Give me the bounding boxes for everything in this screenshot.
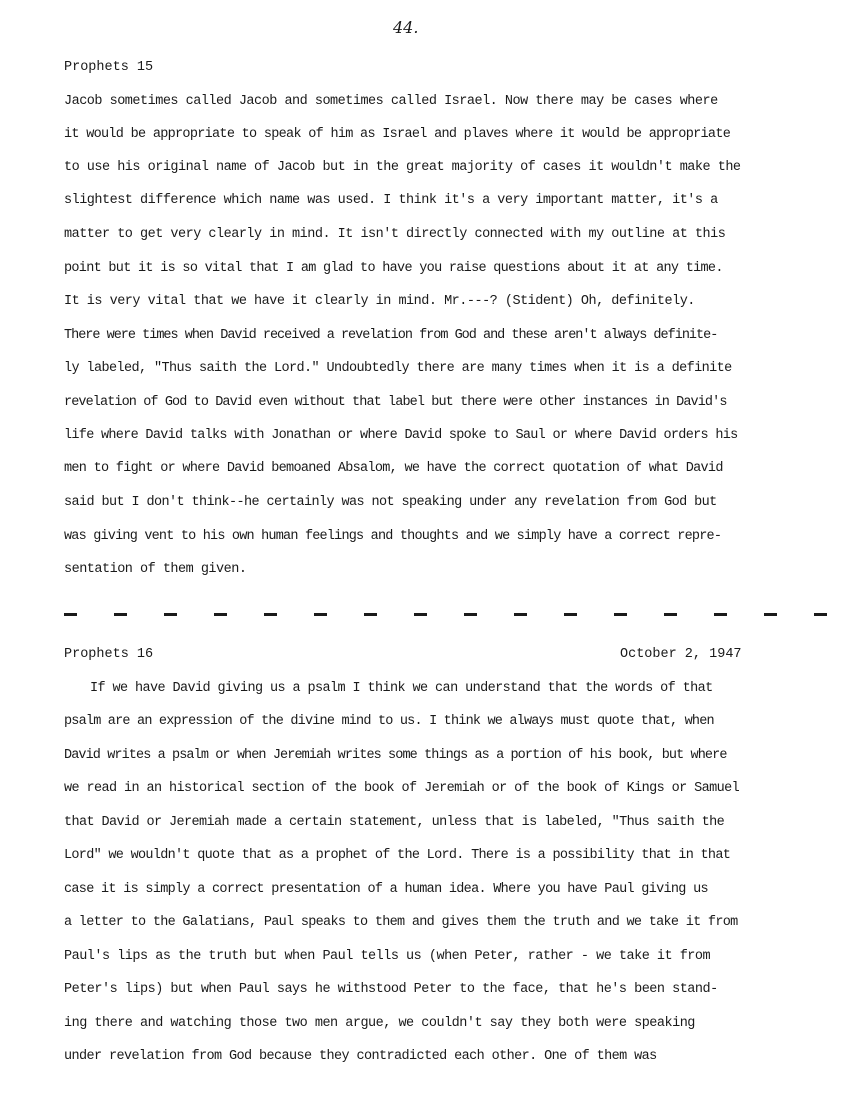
section-heading-prophets-15: Prophets 15 — [64, 60, 154, 75]
text-line: revelation of God to David even without that label but there were other instances in David's — [64, 395, 727, 410]
text-line: men to fight or where David bemoaned Absalom, we have the correct quotation of what David — [64, 461, 723, 476]
text-line: ing there and watching those two men argue, we couldn't say they both were speaking — [64, 1016, 695, 1031]
text-line: case it is simply a correct presentation of a human idea. Where you have Paul giving us — [64, 882, 708, 897]
text-line: David writes a psalm or when Jeremiah writes some things as a portion of his book, but where — [64, 748, 727, 763]
text-line: Peter's lips) but when Paul says he withstood Peter to the face, that he's been stand- — [64, 982, 718, 997]
text-line: It is very vital that we have it clearly in mind. Mr.---? (Stident) Oh, definitely. — [64, 294, 695, 309]
page-number: 44. — [393, 18, 419, 37]
text-line: matter to get very clearly in mind. It isn't directly connected with my outline at this — [64, 227, 726, 242]
text-line: Jacob sometimes called Jacob and sometimes called Israel. Now there may be cases where — [64, 94, 718, 109]
text-line: under revelation from God because they contradicted each other. One of them was — [64, 1049, 657, 1064]
text-line: that David or Jeremiah made a certain statement, unless that is labeled, "Thus saith the — [64, 815, 725, 830]
text-line: life where David talks with Jonathan or where David spoke to Saul or where David orders his — [64, 428, 738, 443]
text-line: point but it is so vital that I am glad to have you raise questions about it at any time. — [64, 261, 723, 276]
text-line: Paul's lips as the truth but when Paul tells us (when Peter, rather - we take it from — [64, 949, 711, 964]
text-line: we read in an historical section of the book of Jeremiah or of the book of Kings or Samuel — [64, 781, 740, 796]
section-heading-prophets-16: Prophets 16 — [64, 647, 154, 662]
text-line: psalm are an expression of the divine mind to us. I think we always must quote that, when — [64, 714, 714, 729]
text-line: If we have David giving us a psalm I think we can understand that the words of that — [90, 681, 713, 696]
text-line: sentation of them given. — [64, 562, 247, 577]
text-line: a letter to the Galatians, Paul speaks to them and gives them the truth and we take it from — [64, 915, 738, 930]
text-line: said but I don't think--he certainly was not speaking under any revelation from God but — [64, 495, 717, 510]
text-line: slightest difference which name was used. I think it's a very important matter, it's a — [64, 193, 718, 208]
text-line: Lord" we wouldn't quote that as a prophet of the Lord. There is a possibility that in that — [64, 848, 731, 863]
text-line: was giving vent to his own human feelings and thoughts and we simply have a correct repre- — [64, 529, 722, 544]
text-line: to use his original name of Jacob but in the great majority of cases it wouldn't make the — [64, 160, 741, 175]
text-line: it would be appropriate to speak of him as Israel and plaves where it would be appropriate — [64, 127, 731, 142]
section-date: October 2, 1947 — [620, 647, 742, 662]
text-line: ly labeled, "Thus saith the Lord." Undoubtedly there are many times when it is a definite — [64, 361, 732, 376]
section-divider — [64, 613, 832, 616]
text-line: There were times when David received a revelation from God and these aren't always definite- — [64, 328, 718, 343]
